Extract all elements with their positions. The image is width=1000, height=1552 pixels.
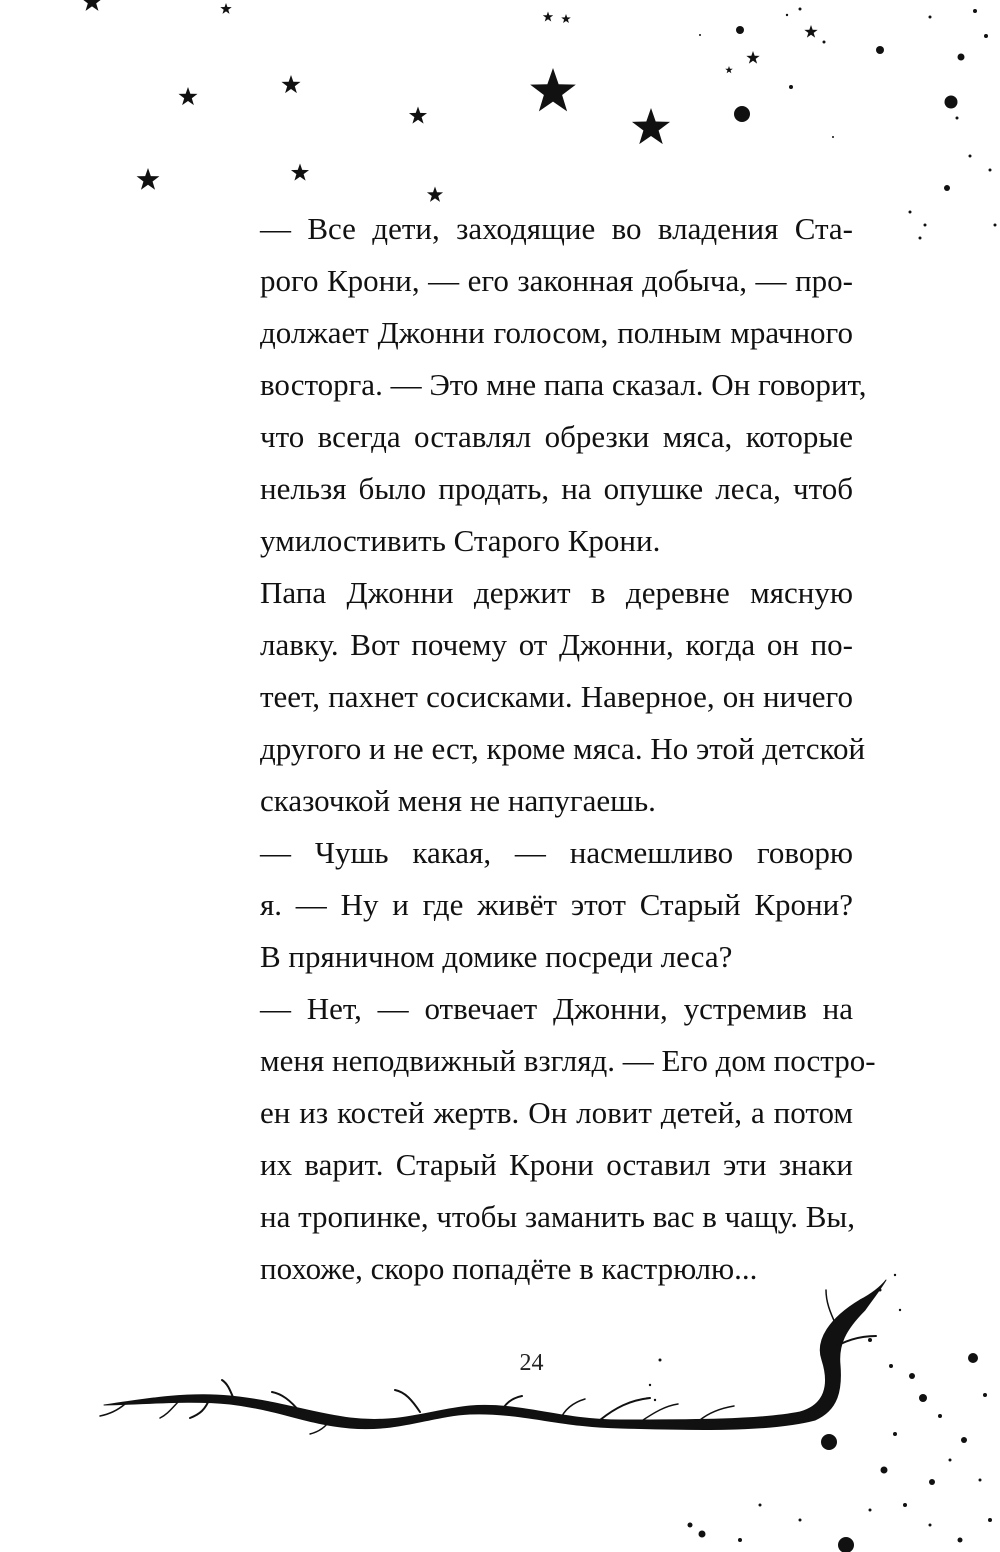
text-line: их варит. Старый Крони оставил эти знаки xyxy=(260,1147,853,1182)
paragraph-4 xyxy=(210,983,876,1295)
text-line: на тропинке, чтобы заманить вас в чащу. Вы, xyxy=(260,1199,855,1234)
text-line: В пряничном домике посреди леса? xyxy=(260,939,733,974)
text-line: — Нет, — отвечает Джонни, устремив на xyxy=(260,991,853,1026)
text-line: восторга. — Это мне папа сказал. Он говорит, xyxy=(260,367,867,402)
text-line: должает Джонни голосом, полным мрачного xyxy=(260,315,853,350)
text-line: умилостивить Старого Крони. xyxy=(260,523,661,558)
text-line: — Чушь какая, — насмешливо говорю xyxy=(260,835,853,870)
paragraph-2 xyxy=(210,567,866,827)
text-line: я. — Ну и где живёт этот Старый Крони? xyxy=(260,887,853,922)
text-line: Папа Джонни держит в деревне мясную xyxy=(260,575,853,610)
text-line: — Все дети, заходящие во владения Ста- xyxy=(260,211,853,246)
text-line: что всегда оставлял обрезки мяса, которые xyxy=(260,419,853,454)
text-line: меня неподвижный взгляд. — Его дом постро- xyxy=(260,1043,876,1078)
body-text xyxy=(210,203,876,1295)
text-line: сказочкой меня не напугаешь. xyxy=(260,783,656,818)
text-line: похоже, скоро попадёте в кастрюлю... xyxy=(260,1251,758,1286)
text-line: нельзя было продать, на опушке леса, чтоб xyxy=(260,471,853,506)
paragraph-3 xyxy=(210,827,853,983)
text-line: теет, пахнет сосисками. Наверное, он ничего xyxy=(260,679,853,714)
text-line: лавку. Вот почему от Джонни, когда он по- xyxy=(260,627,853,662)
text-line: другого и не ест, кроме мяса. Но этой детской xyxy=(260,731,866,766)
paragraph-1 xyxy=(210,203,867,567)
text-line: ен из костей жертв. Он ловит детей, а потом xyxy=(260,1095,853,1130)
text-line: рого Крони, — его законная добыча, — про- xyxy=(260,263,853,298)
page-number: 24 xyxy=(519,1350,544,1376)
